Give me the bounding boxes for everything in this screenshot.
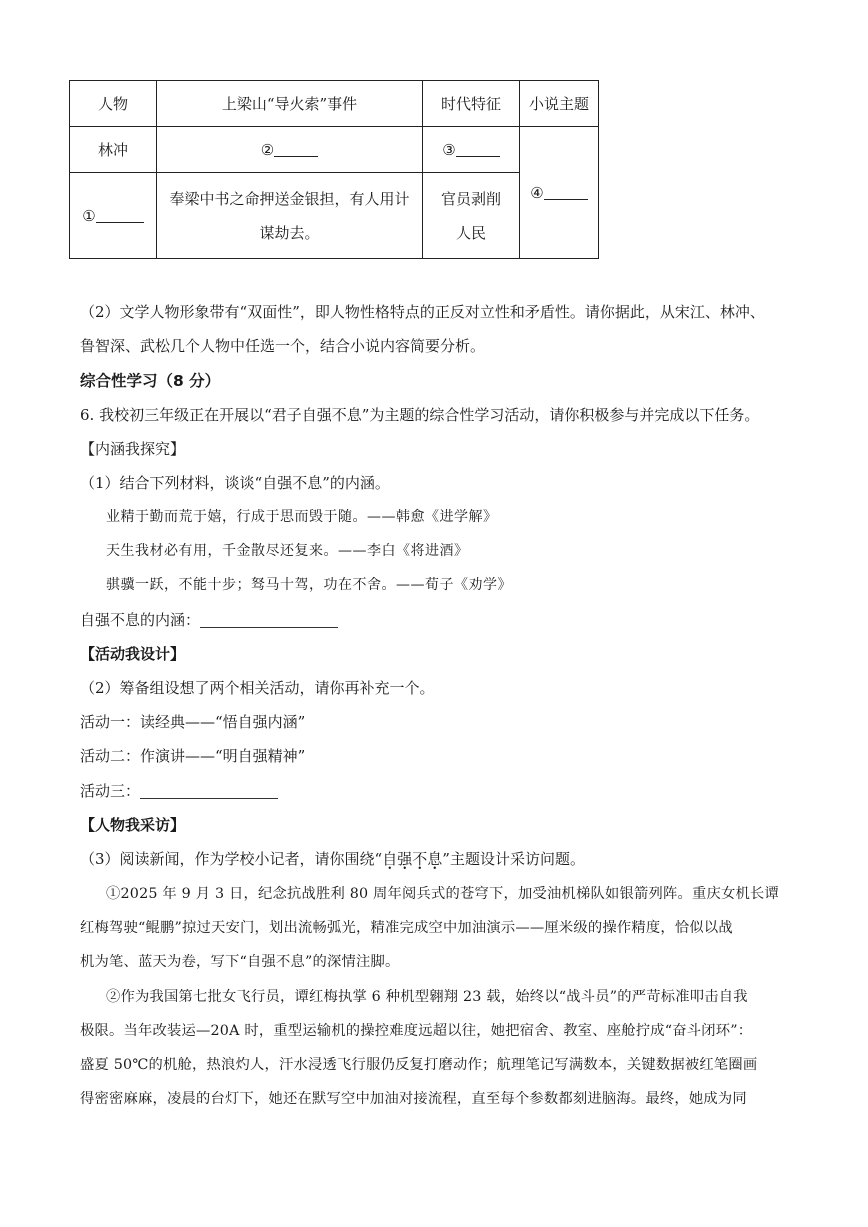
cell-theme-blank xyxy=(520,127,599,259)
header-era: 时代特征 xyxy=(423,81,520,127)
subquestion-2: （2）筹备组设想了两个相关活动，请你再补充一个。 xyxy=(80,679,435,697)
answer-blank[interactable] xyxy=(274,140,318,157)
cell-person: 林冲 xyxy=(70,127,157,173)
cell-era xyxy=(423,173,520,259)
era-text: 官员剥削人民 xyxy=(440,189,501,242)
answer-blank[interactable] xyxy=(456,140,500,157)
tag-explore: 【内涵我探究】 xyxy=(80,440,186,458)
question-2-line2: 鲁智深、武松几个人物中任选一个，结合小说内容简要分析。 xyxy=(80,337,486,355)
answer-blank[interactable] xyxy=(96,206,144,223)
table-row xyxy=(70,173,599,259)
character-table xyxy=(69,80,599,259)
subquestion-3-pre: （3）阅读新闻，作为学校小记者，请你围绕“ xyxy=(80,850,383,868)
quote-1: 业精于勤而荒于嬉，行成于思而毁于随。——韩愈《进学解》 xyxy=(106,509,498,525)
cell-event xyxy=(157,173,423,259)
emphasis-dotted xyxy=(382,850,442,868)
quote-3: 骐骥一跃，不能十步；驽马十驾，功在不舍。——荀子《劝学》 xyxy=(106,577,512,593)
question-2-line1: （2）文学人物形象带有“双面性”，即人物性格特点的正反对立性和矛盾性。请你据此，从宋江、林冲、 xyxy=(80,303,765,321)
news-line: 机为笔、蓝天为卷，写下“自强不息”的深情注脚。 xyxy=(80,954,400,970)
emphasis-char: 息 xyxy=(427,850,443,868)
blank-label: ② xyxy=(260,140,275,159)
news-line: 红梅驾驶“鲲鹏”掠过天安门，划出流畅弧光，精准完成空中加油演示——厘米级的操作精度，恰似以战 xyxy=(80,920,733,936)
tag-design: 【活动我设计】 xyxy=(80,645,186,663)
subquestion-3 xyxy=(80,849,585,869)
news-line: 得密密麻麻，凌晨的台灯下，她还在默写空中加油对接流程，直至每个参数都刻进脑海。最终，她成为同 xyxy=(80,1091,747,1107)
header-theme: 小说主题 xyxy=(520,81,599,127)
activity-3-blank[interactable] xyxy=(140,783,278,799)
news-line: 极限。当年改装运—20A 时，重型运输机的操控难度远超以往，她把宿舍、教室、座舱拧成“奋斗闭环”： xyxy=(80,1023,753,1039)
activity-3-label: 活动三： xyxy=(80,782,141,800)
answer-blank[interactable] xyxy=(544,183,588,200)
quote-2: 天生我材必有用，千金散尽还复来。——李白《将进酒》 xyxy=(106,543,469,559)
cell-era-blank xyxy=(423,127,520,173)
news-line: ②作为我国第七批女飞行员，谭红梅执掌 6 种机型翱翔 23 载，始终以“战斗员”的严苛标准叩击自我 xyxy=(106,989,748,1005)
news-line: ①2025 年 9 月 3 日，纪念抗战胜利 80 周年阅兵式的苍穹下，加受油机梯队如银箭列阵。重庆女机长谭 xyxy=(106,886,779,902)
emphasis-char: 自 xyxy=(382,850,398,868)
activity-3-line xyxy=(80,781,278,801)
meaning-blank[interactable] xyxy=(200,612,338,628)
blank-label: ① xyxy=(82,206,96,225)
meaning-label: 自强不息的内涵： xyxy=(80,611,201,629)
emphasis-char: 不 xyxy=(412,850,428,868)
subquestion-3-post: ”主题设计采访问题。 xyxy=(442,850,585,868)
header-event: 上梁山“导火索”事件 xyxy=(157,81,423,127)
cell-person-blank xyxy=(70,173,157,259)
header-person: 人物 xyxy=(70,81,157,127)
event-text: 奉梁中书之命押送金银担，有人用计谋劫去。 xyxy=(169,189,410,242)
question-6: 6. 我校初三年级正在开展以“君子自强不息”为主题的综合性学习活动，请你积极参与并完成以下任务。 xyxy=(80,406,760,424)
meaning-line xyxy=(80,610,338,630)
table-header-row xyxy=(70,81,599,127)
blank-label: ④ xyxy=(530,183,544,202)
tag-interview: 【人物我采访】 xyxy=(80,816,186,834)
subquestion-1: （1）结合下列材料，谈谈“自强不息”的内涵。 xyxy=(80,474,390,492)
section-title: 综合性学习（8 分） xyxy=(80,372,221,390)
activity-2: 活动二：作演讲——“明自强精神” xyxy=(80,747,306,765)
blank-label: ③ xyxy=(442,140,456,159)
activity-1: 活动一：读经典——“悟自强内涵” xyxy=(80,713,306,731)
table-row xyxy=(70,127,599,173)
cell-event-blank xyxy=(157,127,423,173)
emphasis-char: 强 xyxy=(397,850,413,868)
news-line: 盛夏 50℃的机舱，热浪灼人，汗水浸透飞行服仍反复打磨动作；航理笔记写满数本，关键数据被红笔圈画 xyxy=(80,1057,758,1073)
